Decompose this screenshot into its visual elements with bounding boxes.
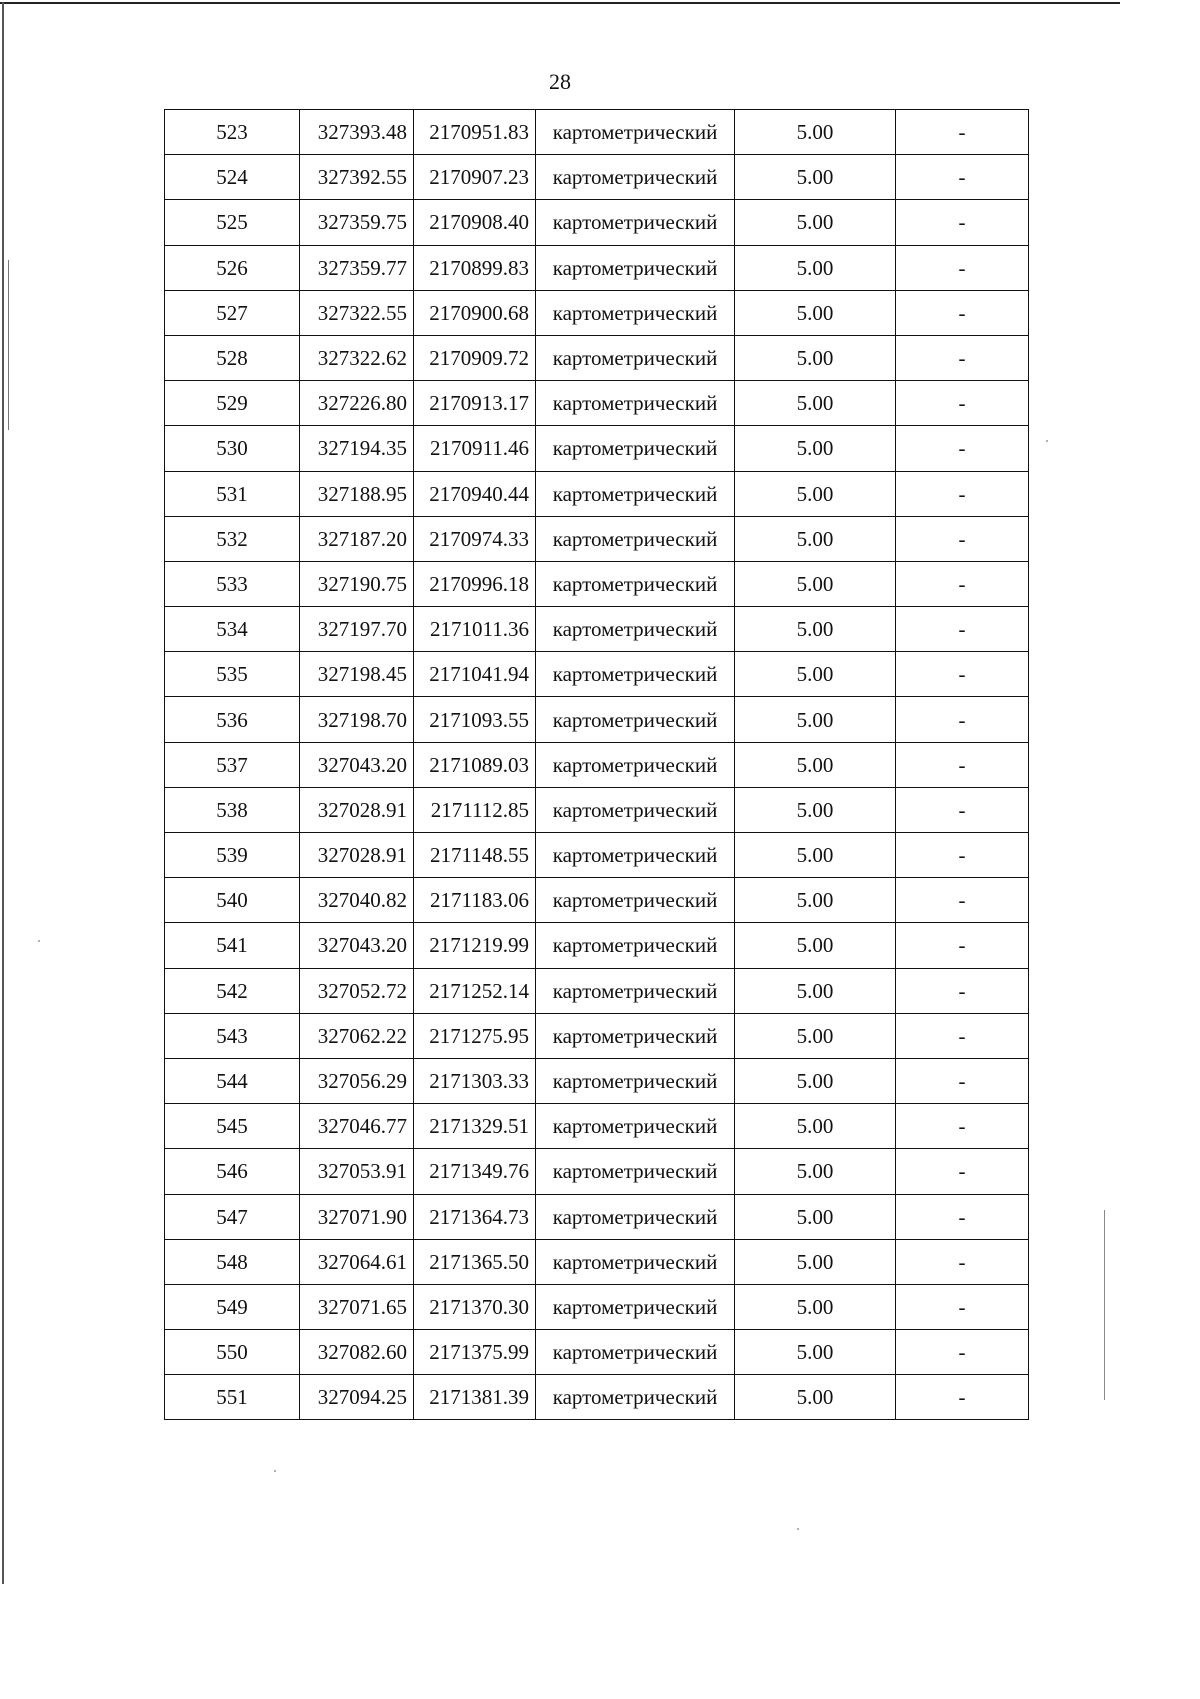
method-cell: картометрический [536,110,735,155]
x-coordinate-cell: 327046.77 [300,1104,414,1149]
accuracy-cell: 5.00 [735,1149,896,1194]
accuracy-cell: 5.00 [735,110,896,155]
description-cell: - [896,1149,1029,1194]
accuracy-cell: 5.00 [735,1330,896,1375]
x-coordinate-cell: 327322.55 [300,290,414,335]
point-number-cell: 532 [165,516,300,561]
x-coordinate-cell: 327052.72 [300,968,414,1013]
description-cell: - [896,290,1029,335]
table-row [165,561,1029,606]
point-number-cell: 524 [165,155,300,200]
accuracy-cell: 5.00 [735,1194,896,1239]
x-coordinate-cell: 327028.91 [300,787,414,832]
table-row [165,742,1029,787]
y-coordinate-cell: 2170951.83 [414,110,536,155]
scan-speck [1046,440,1048,442]
scan-border-left [2,2,4,1584]
point-number-cell: 538 [165,787,300,832]
y-coordinate-cell: 2171219.99 [414,923,536,968]
method-cell: картометрический [536,968,735,1013]
table-row [165,516,1029,561]
scan-speck [797,1528,799,1530]
method-cell: картометрический [536,697,735,742]
x-coordinate-cell: 327194.35 [300,426,414,471]
scan-artifact-right [1104,1210,1105,1400]
description-cell: - [896,652,1029,697]
y-coordinate-cell: 2170996.18 [414,561,536,606]
point-number-cell: 550 [165,1330,300,1375]
point-number-cell: 549 [165,1284,300,1329]
table-row [165,1058,1029,1103]
description-cell: - [896,607,1029,652]
scan-artifact-left [8,260,9,430]
accuracy-cell: 5.00 [735,1104,896,1149]
y-coordinate-cell: 2170900.68 [414,290,536,335]
method-cell: картометрический [536,607,735,652]
table-row [165,607,1029,652]
description-cell: - [896,110,1029,155]
accuracy-cell: 5.00 [735,923,896,968]
description-cell: - [896,833,1029,878]
point-number-cell: 536 [165,697,300,742]
x-coordinate-cell: 327071.90 [300,1194,414,1239]
point-number-cell: 527 [165,290,300,335]
accuracy-cell: 5.00 [735,833,896,878]
method-cell: картометрический [536,833,735,878]
y-coordinate-cell: 2171381.39 [414,1375,536,1420]
x-coordinate-cell: 327188.95 [300,471,414,516]
x-coordinate-cell: 327359.77 [300,245,414,290]
description-cell: - [896,923,1029,968]
point-number-cell: 543 [165,1013,300,1058]
point-number-cell: 541 [165,923,300,968]
point-number-cell: 529 [165,381,300,426]
method-cell: картометрический [536,516,735,561]
y-coordinate-cell: 2171303.33 [414,1058,536,1103]
x-coordinate-cell: 327226.80 [300,381,414,426]
y-coordinate-cell: 2171370.30 [414,1284,536,1329]
point-number-cell: 544 [165,1058,300,1103]
y-coordinate-cell: 2170909.72 [414,335,536,380]
scan-speck [274,1470,276,1472]
x-coordinate-cell: 327393.48 [300,110,414,155]
y-coordinate-cell: 2171041.94 [414,652,536,697]
x-coordinate-cell: 327190.75 [300,561,414,606]
method-cell: картометрический [536,426,735,471]
table-row [165,787,1029,832]
accuracy-cell: 5.00 [735,155,896,200]
x-coordinate-cell: 327028.91 [300,833,414,878]
x-coordinate-cell: 327082.60 [300,1330,414,1375]
point-number-cell: 533 [165,561,300,606]
description-cell: - [896,335,1029,380]
method-cell: картометрический [536,200,735,245]
description-cell: - [896,426,1029,471]
method-cell: картометрический [536,923,735,968]
description-cell: - [896,1194,1029,1239]
point-number-cell: 523 [165,110,300,155]
accuracy-cell: 5.00 [735,426,896,471]
table-row [165,1375,1029,1420]
x-coordinate-cell: 327094.25 [300,1375,414,1420]
x-coordinate-cell: 327053.91 [300,1149,414,1194]
y-coordinate-cell: 2170907.23 [414,155,536,200]
y-coordinate-cell: 2171011.36 [414,607,536,652]
method-cell: картометрический [536,1239,735,1284]
method-cell: картометрический [536,1058,735,1103]
description-cell: - [896,155,1029,200]
point-number-cell: 528 [165,335,300,380]
accuracy-cell: 5.00 [735,1058,896,1103]
accuracy-cell: 5.00 [735,787,896,832]
accuracy-cell: 5.00 [735,1284,896,1329]
description-cell: - [896,1330,1029,1375]
y-coordinate-cell: 2171329.51 [414,1104,536,1149]
x-coordinate-cell: 327056.29 [300,1058,414,1103]
method-cell: картометрический [536,561,735,606]
description-cell: - [896,697,1029,742]
y-coordinate-cell: 2171364.73 [414,1194,536,1239]
accuracy-cell: 5.00 [735,516,896,561]
description-cell: - [896,968,1029,1013]
description-cell: - [896,1239,1029,1284]
table-row [165,652,1029,697]
table-row [165,155,1029,200]
x-coordinate-cell: 327071.65 [300,1284,414,1329]
point-number-cell: 548 [165,1239,300,1284]
accuracy-cell: 5.00 [735,381,896,426]
description-cell: - [896,1375,1029,1420]
y-coordinate-cell: 2171089.03 [414,742,536,787]
page-number: 28 [549,69,571,94]
accuracy-cell: 5.00 [735,697,896,742]
method-cell: картометрический [536,245,735,290]
x-coordinate-cell: 327322.62 [300,335,414,380]
table-row [165,878,1029,923]
accuracy-cell: 5.00 [735,1239,896,1284]
table-row [165,335,1029,380]
accuracy-cell: 5.00 [735,290,896,335]
point-number-cell: 534 [165,607,300,652]
table-row [165,200,1029,245]
x-coordinate-cell: 327359.75 [300,200,414,245]
y-coordinate-cell: 2171093.55 [414,697,536,742]
x-coordinate-cell: 327198.70 [300,697,414,742]
description-cell: - [896,1284,1029,1329]
scan-border-top [0,2,1120,4]
point-number-cell: 537 [165,742,300,787]
y-coordinate-cell: 2170940.44 [414,471,536,516]
table-row [165,290,1029,335]
table-row [165,426,1029,471]
description-cell: - [896,742,1029,787]
table-row [165,923,1029,968]
method-cell: картометрический [536,471,735,516]
x-coordinate-cell: 327062.22 [300,1013,414,1058]
method-cell: картометрический [536,1104,735,1149]
table-row [165,833,1029,878]
method-cell: картометрический [536,1149,735,1194]
method-cell: картометрический [536,1375,735,1420]
description-cell: - [896,878,1029,923]
method-cell: картометрический [536,1330,735,1375]
y-coordinate-cell: 2171275.95 [414,1013,536,1058]
method-cell: картометрический [536,1013,735,1058]
table-row [165,1013,1029,1058]
table-row [165,471,1029,516]
point-number-cell: 547 [165,1194,300,1239]
method-cell: картометрический [536,878,735,923]
description-cell: - [896,381,1029,426]
table-row [165,1194,1029,1239]
table-row [165,697,1029,742]
point-number-cell: 531 [165,471,300,516]
description-cell: - [896,787,1029,832]
point-number-cell: 540 [165,878,300,923]
accuracy-cell: 5.00 [735,652,896,697]
table-row [165,1239,1029,1284]
coordinates-table [164,109,1029,1420]
accuracy-cell: 5.00 [735,878,896,923]
method-cell: картометрический [536,381,735,426]
point-number-cell: 542 [165,968,300,1013]
y-coordinate-cell: 2171252.14 [414,968,536,1013]
method-cell: картометрический [536,155,735,200]
x-coordinate-cell: 327064.61 [300,1239,414,1284]
accuracy-cell: 5.00 [735,245,896,290]
accuracy-cell: 5.00 [735,1375,896,1420]
y-coordinate-cell: 2171349.76 [414,1149,536,1194]
point-number-cell: 525 [165,200,300,245]
coordinates-table-body [165,110,1029,1420]
point-number-cell: 526 [165,245,300,290]
accuracy-cell: 5.00 [735,335,896,380]
y-coordinate-cell: 2170913.17 [414,381,536,426]
method-cell: картометрический [536,1284,735,1329]
y-coordinate-cell: 2171112.85 [414,787,536,832]
x-coordinate-cell: 327040.82 [300,878,414,923]
accuracy-cell: 5.00 [735,742,896,787]
accuracy-cell: 5.00 [735,200,896,245]
y-coordinate-cell: 2170974.33 [414,516,536,561]
point-number-cell: 551 [165,1375,300,1420]
point-number-cell: 545 [165,1104,300,1149]
table-row [165,1330,1029,1375]
table-row [165,968,1029,1013]
method-cell: картометрический [536,1194,735,1239]
table-row [165,1149,1029,1194]
y-coordinate-cell: 2171375.99 [414,1330,536,1375]
method-cell: картометрический [536,652,735,697]
x-coordinate-cell: 327187.20 [300,516,414,561]
point-number-cell: 546 [165,1149,300,1194]
scan-speck [38,940,40,942]
method-cell: картометрический [536,290,735,335]
x-coordinate-cell: 327198.45 [300,652,414,697]
description-cell: - [896,471,1029,516]
method-cell: картометрический [536,787,735,832]
method-cell: картометрический [536,335,735,380]
x-coordinate-cell: 327392.55 [300,155,414,200]
accuracy-cell: 5.00 [735,607,896,652]
description-cell: - [896,561,1029,606]
point-number-cell: 530 [165,426,300,471]
y-coordinate-cell: 2171148.55 [414,833,536,878]
table-row [165,245,1029,290]
table-row [165,1104,1029,1149]
table-row [165,381,1029,426]
description-cell: - [896,200,1029,245]
description-cell: - [896,1058,1029,1103]
x-coordinate-cell: 327043.20 [300,742,414,787]
description-cell: - [896,1104,1029,1149]
point-number-cell: 539 [165,833,300,878]
accuracy-cell: 5.00 [735,471,896,516]
y-coordinate-cell: 2170899.83 [414,245,536,290]
accuracy-cell: 5.00 [735,561,896,606]
description-cell: - [896,516,1029,561]
description-cell: - [896,1013,1029,1058]
table-row [165,1284,1029,1329]
y-coordinate-cell: 2171183.06 [414,878,536,923]
y-coordinate-cell: 2171365.50 [414,1239,536,1284]
y-coordinate-cell: 2170908.40 [414,200,536,245]
accuracy-cell: 5.00 [735,1013,896,1058]
y-coordinate-cell: 2170911.46 [414,426,536,471]
method-cell: картометрический [536,742,735,787]
description-cell: - [896,245,1029,290]
x-coordinate-cell: 327197.70 [300,607,414,652]
accuracy-cell: 5.00 [735,968,896,1013]
point-number-cell: 535 [165,652,300,697]
table-row [165,110,1029,155]
x-coordinate-cell: 327043.20 [300,923,414,968]
